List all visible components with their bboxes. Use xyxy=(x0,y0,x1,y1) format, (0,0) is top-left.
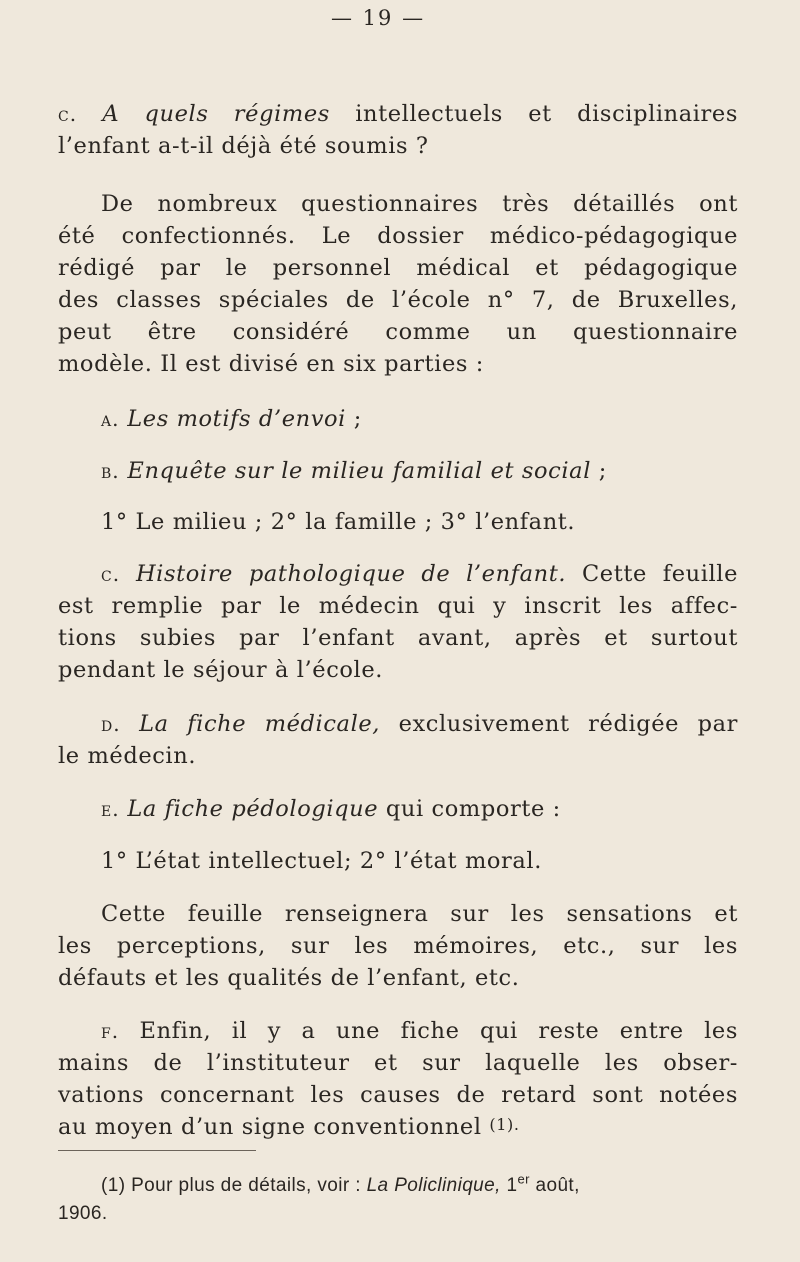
footnote-prefix: (1) Pour plus de détails, voir : xyxy=(101,1175,367,1196)
item-f-line-3: vations concernant les causes de retard sont notées xyxy=(58,1082,738,1108)
footnote-day: 1 xyxy=(500,1175,518,1196)
intro-line-5: peut être considéré comme un questionnaire xyxy=(58,319,738,345)
item-c-line-1 xyxy=(101,563,738,586)
item-d-letter: d. xyxy=(101,712,121,736)
item-e-rest: qui comporte : xyxy=(378,796,561,822)
item-a-letter: a. xyxy=(101,407,120,431)
intro-line-3: rédigé par le personnel médical et pédagogique xyxy=(58,255,738,281)
item-c-line-2: est remplie par le médecin qui y inscrit les affec- xyxy=(58,593,738,619)
intro-line-6: modèle. Il est divisé en six parties : xyxy=(58,351,484,377)
footnote-line-1 xyxy=(101,1171,580,1196)
footnote-suffix: août, xyxy=(529,1175,580,1196)
item-d-line-2: le médecin. xyxy=(58,743,197,769)
page-number: — 19 — xyxy=(331,6,426,30)
item-c-line-3: tions subies par l’enfant avant, après et surtout xyxy=(58,625,738,651)
item-f-line-4-text: au moyen d’un signe conventionnel xyxy=(58,1114,482,1140)
item-e-subitems: 1° L’état intellectuel; 2° l’état moral. xyxy=(101,848,542,874)
item-b-rest: ; xyxy=(591,458,607,484)
item-b-letter: b. xyxy=(101,459,120,483)
item-f-line-1 xyxy=(101,1020,738,1043)
item-b xyxy=(101,460,607,483)
feuille-line-1: Cette feuille renseignera sur les sensations et xyxy=(101,901,738,927)
item-a-italic: Les motifs d’envoi xyxy=(127,406,346,432)
footnote-source: La Policlinique, xyxy=(366,1175,501,1196)
item-e-italic: La fiche pédologique xyxy=(127,796,379,822)
question-c-letter: c. xyxy=(58,102,78,126)
item-c-rest: Cette feuille xyxy=(566,561,738,587)
item-f-line-4 xyxy=(58,1116,520,1139)
feuille-line-2: les perceptions, sur les mémoires, etc., sur les xyxy=(58,933,738,959)
item-d-rest: exclusivement rédigée par xyxy=(380,711,738,737)
item-b-subitems: 1° Le milieu ; 2° la famille ; 3° l’enfant. xyxy=(101,509,576,535)
feuille-line-3: défauts et les qualités de l’enfant, etc. xyxy=(58,965,520,991)
item-c-italic: Histoire pathologique de l’enfant. xyxy=(135,561,567,587)
item-d-italic: La fiche médicale, xyxy=(139,711,381,737)
question-c-line-1 xyxy=(58,103,738,126)
item-e xyxy=(101,798,561,821)
intro-line-1: De nombreux questionnaires très détaillés ont xyxy=(101,191,738,217)
item-f-rest: Enfin, il y a une fiche qui reste entre les xyxy=(119,1018,738,1044)
intro-line-4: des classes spéciales de l’école n° 7, de Bruxelles, xyxy=(58,287,738,313)
question-c-rest: intellectuels et disciplinaires xyxy=(355,101,738,127)
footnote-superscript: er xyxy=(517,1171,530,1187)
question-c-line-2: l’enfant a-t-il déjà été soumis ? xyxy=(58,133,429,159)
item-b-italic: Enquête sur le milieu familial et social xyxy=(127,458,591,484)
intro-line-2: été confectionnés. Le dossier médico-pédagogique xyxy=(58,223,738,249)
item-a xyxy=(101,408,362,431)
footnote-separator xyxy=(58,1150,256,1151)
item-f-letter: f. xyxy=(101,1019,120,1043)
footnote-line-2: 1906. xyxy=(58,1203,108,1224)
item-d-line-1 xyxy=(101,713,738,736)
question-c-italic: A quels régimes xyxy=(102,101,330,127)
item-c-letter: c. xyxy=(101,562,121,586)
footnote-reference: (1). xyxy=(489,1115,520,1134)
item-c-line-4: pendant le séjour à l’école. xyxy=(58,657,383,683)
item-a-rest: ; xyxy=(345,406,362,432)
item-f-line-2: mains de l’instituteur et sur laquelle les obser- xyxy=(58,1050,738,1076)
item-e-letter: e. xyxy=(101,797,120,821)
